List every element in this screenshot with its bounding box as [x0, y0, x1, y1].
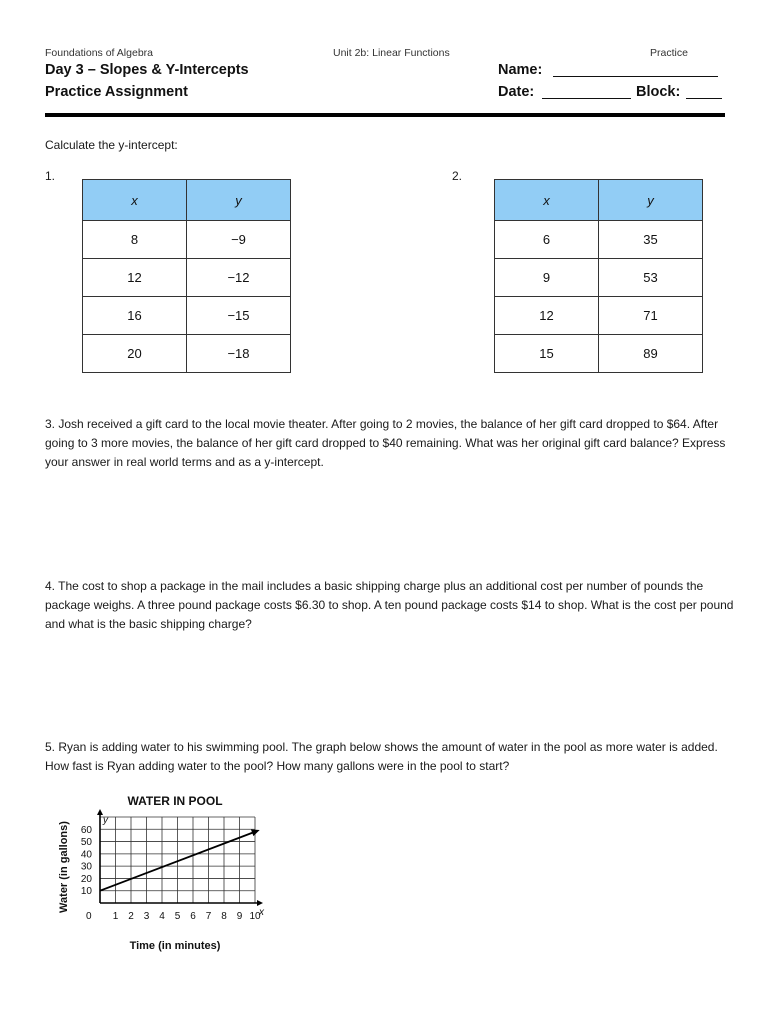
chart-x-symbol: x: [259, 907, 264, 918]
chart-axes: [97, 809, 263, 906]
xy-table-1: [82, 179, 291, 373]
table-header-x: x: [83, 180, 187, 221]
question-4: 4. The cost to shop a package in the mail includes a basic shipping charge plus an additional cost per number of pounds the package weighs. A three pound package costs $6.30 to shop. A ten pound package costs $14 to shop. What is the cost per pound and what is the basic shipping charge?: [45, 579, 734, 631]
chart-x-axis-label: Time (in minutes): [129, 940, 221, 952]
instructions: Calculate the y-intercept:: [45, 138, 178, 152]
chart-x-tick-label: 4: [159, 911, 165, 922]
chart-y-axis-label: Water (in gallons): [58, 821, 70, 913]
table-row: [83, 259, 291, 297]
cell-y: 71: [599, 297, 703, 335]
problem-2-number: 2.: [452, 169, 463, 183]
cell-y: −18: [187, 335, 291, 373]
chart-x-tick-label: 9: [236, 911, 243, 922]
block-blank[interactable]: [686, 98, 722, 99]
chart-y-symbol: y: [103, 815, 108, 826]
chart-y-tick-label: 50: [80, 837, 92, 849]
cell-x: 16: [83, 297, 187, 335]
table-row: [83, 297, 291, 335]
cell-x: 6: [495, 221, 599, 259]
cell-y: 89: [599, 335, 703, 373]
chart-y-tick-label: 20: [80, 873, 92, 885]
table-header-x: x: [495, 180, 599, 221]
cell-x: 15: [495, 335, 599, 373]
chart-title: WATER IN POOL: [127, 794, 223, 808]
table-row: [495, 221, 703, 259]
date-blank[interactable]: [542, 98, 631, 99]
chart-x-tick-label: 6: [190, 911, 196, 922]
chart-x-tick-label: 3: [143, 911, 150, 922]
header-divider: [45, 113, 725, 117]
block-label: Block:: [636, 84, 681, 100]
xy-table-2: [494, 179, 703, 373]
page-title: Day 3 – Slopes & Y-Intercepts: [45, 62, 249, 78]
cell-x: 9: [495, 259, 599, 297]
chart-series: [100, 830, 260, 891]
table-row: [83, 221, 291, 259]
water-in-pool-chart: [50, 785, 280, 960]
table-row: [495, 297, 703, 335]
chart-y-tick-label: 60: [80, 824, 92, 836]
cell-y: −9: [187, 221, 291, 259]
name-blank[interactable]: [553, 76, 718, 77]
course-name: Foundations of Algebra: [45, 47, 153, 59]
assignment-type: Practice: [650, 47, 688, 59]
cell-x: 12: [495, 297, 599, 335]
chart-x-axis-arrow: [257, 900, 263, 906]
table-header-y: y: [599, 180, 703, 221]
chart-y-tick-label: 40: [80, 849, 92, 861]
chart-x-tick-label: 2: [128, 911, 134, 922]
table-header-y: y: [187, 180, 291, 221]
cell-y: 53: [599, 259, 703, 297]
cell-x: 8: [83, 221, 187, 259]
question-5: 5. Ryan is adding water to his swimming pool. The graph below shows the amount of water in the pool as more water is added. How fast is Ryan adding water to the pool? How many gallons were in the pool to start?: [45, 740, 718, 773]
cell-y: −12: [187, 259, 291, 297]
chart-x-tick-label: 1: [112, 911, 119, 922]
chart-x-tick-label: 8: [221, 911, 227, 922]
unit-name: Unit 2b: Linear Functions: [333, 47, 450, 59]
table-row: [495, 259, 703, 297]
cell-x: 12: [83, 259, 187, 297]
chart-x-tick-label: 5: [174, 911, 181, 922]
date-label: Date:: [498, 84, 535, 100]
question-3: 3. Josh received a gift card to the local movie theater. After going to 2 movies, the balance of her gift card dropped to $64. After going to 3 more movies, the balance of her gift card dropped to $40 remaining. What was her original gift card balance? Express your answer in real world terms and as a y-intercept.: [45, 417, 726, 469]
chart-grid: [100, 817, 255, 903]
cell-y: 35: [599, 221, 703, 259]
table-row: [495, 335, 703, 373]
chart-y-tick-label: 10: [80, 886, 92, 898]
table-row: [83, 335, 291, 373]
name-label: Name:: [498, 62, 543, 78]
page-subtitle: Practice Assignment: [45, 84, 188, 100]
cell-y: −15: [187, 297, 291, 335]
chart-x-tick-label: 7: [205, 911, 212, 922]
chart-origin-label: 0: [86, 911, 92, 922]
chart-x-tick-label: 10: [249, 911, 261, 922]
chart-y-tick-label: 30: [80, 861, 92, 873]
cell-x: 20: [83, 335, 187, 373]
problem-1-number: 1.: [45, 169, 56, 183]
